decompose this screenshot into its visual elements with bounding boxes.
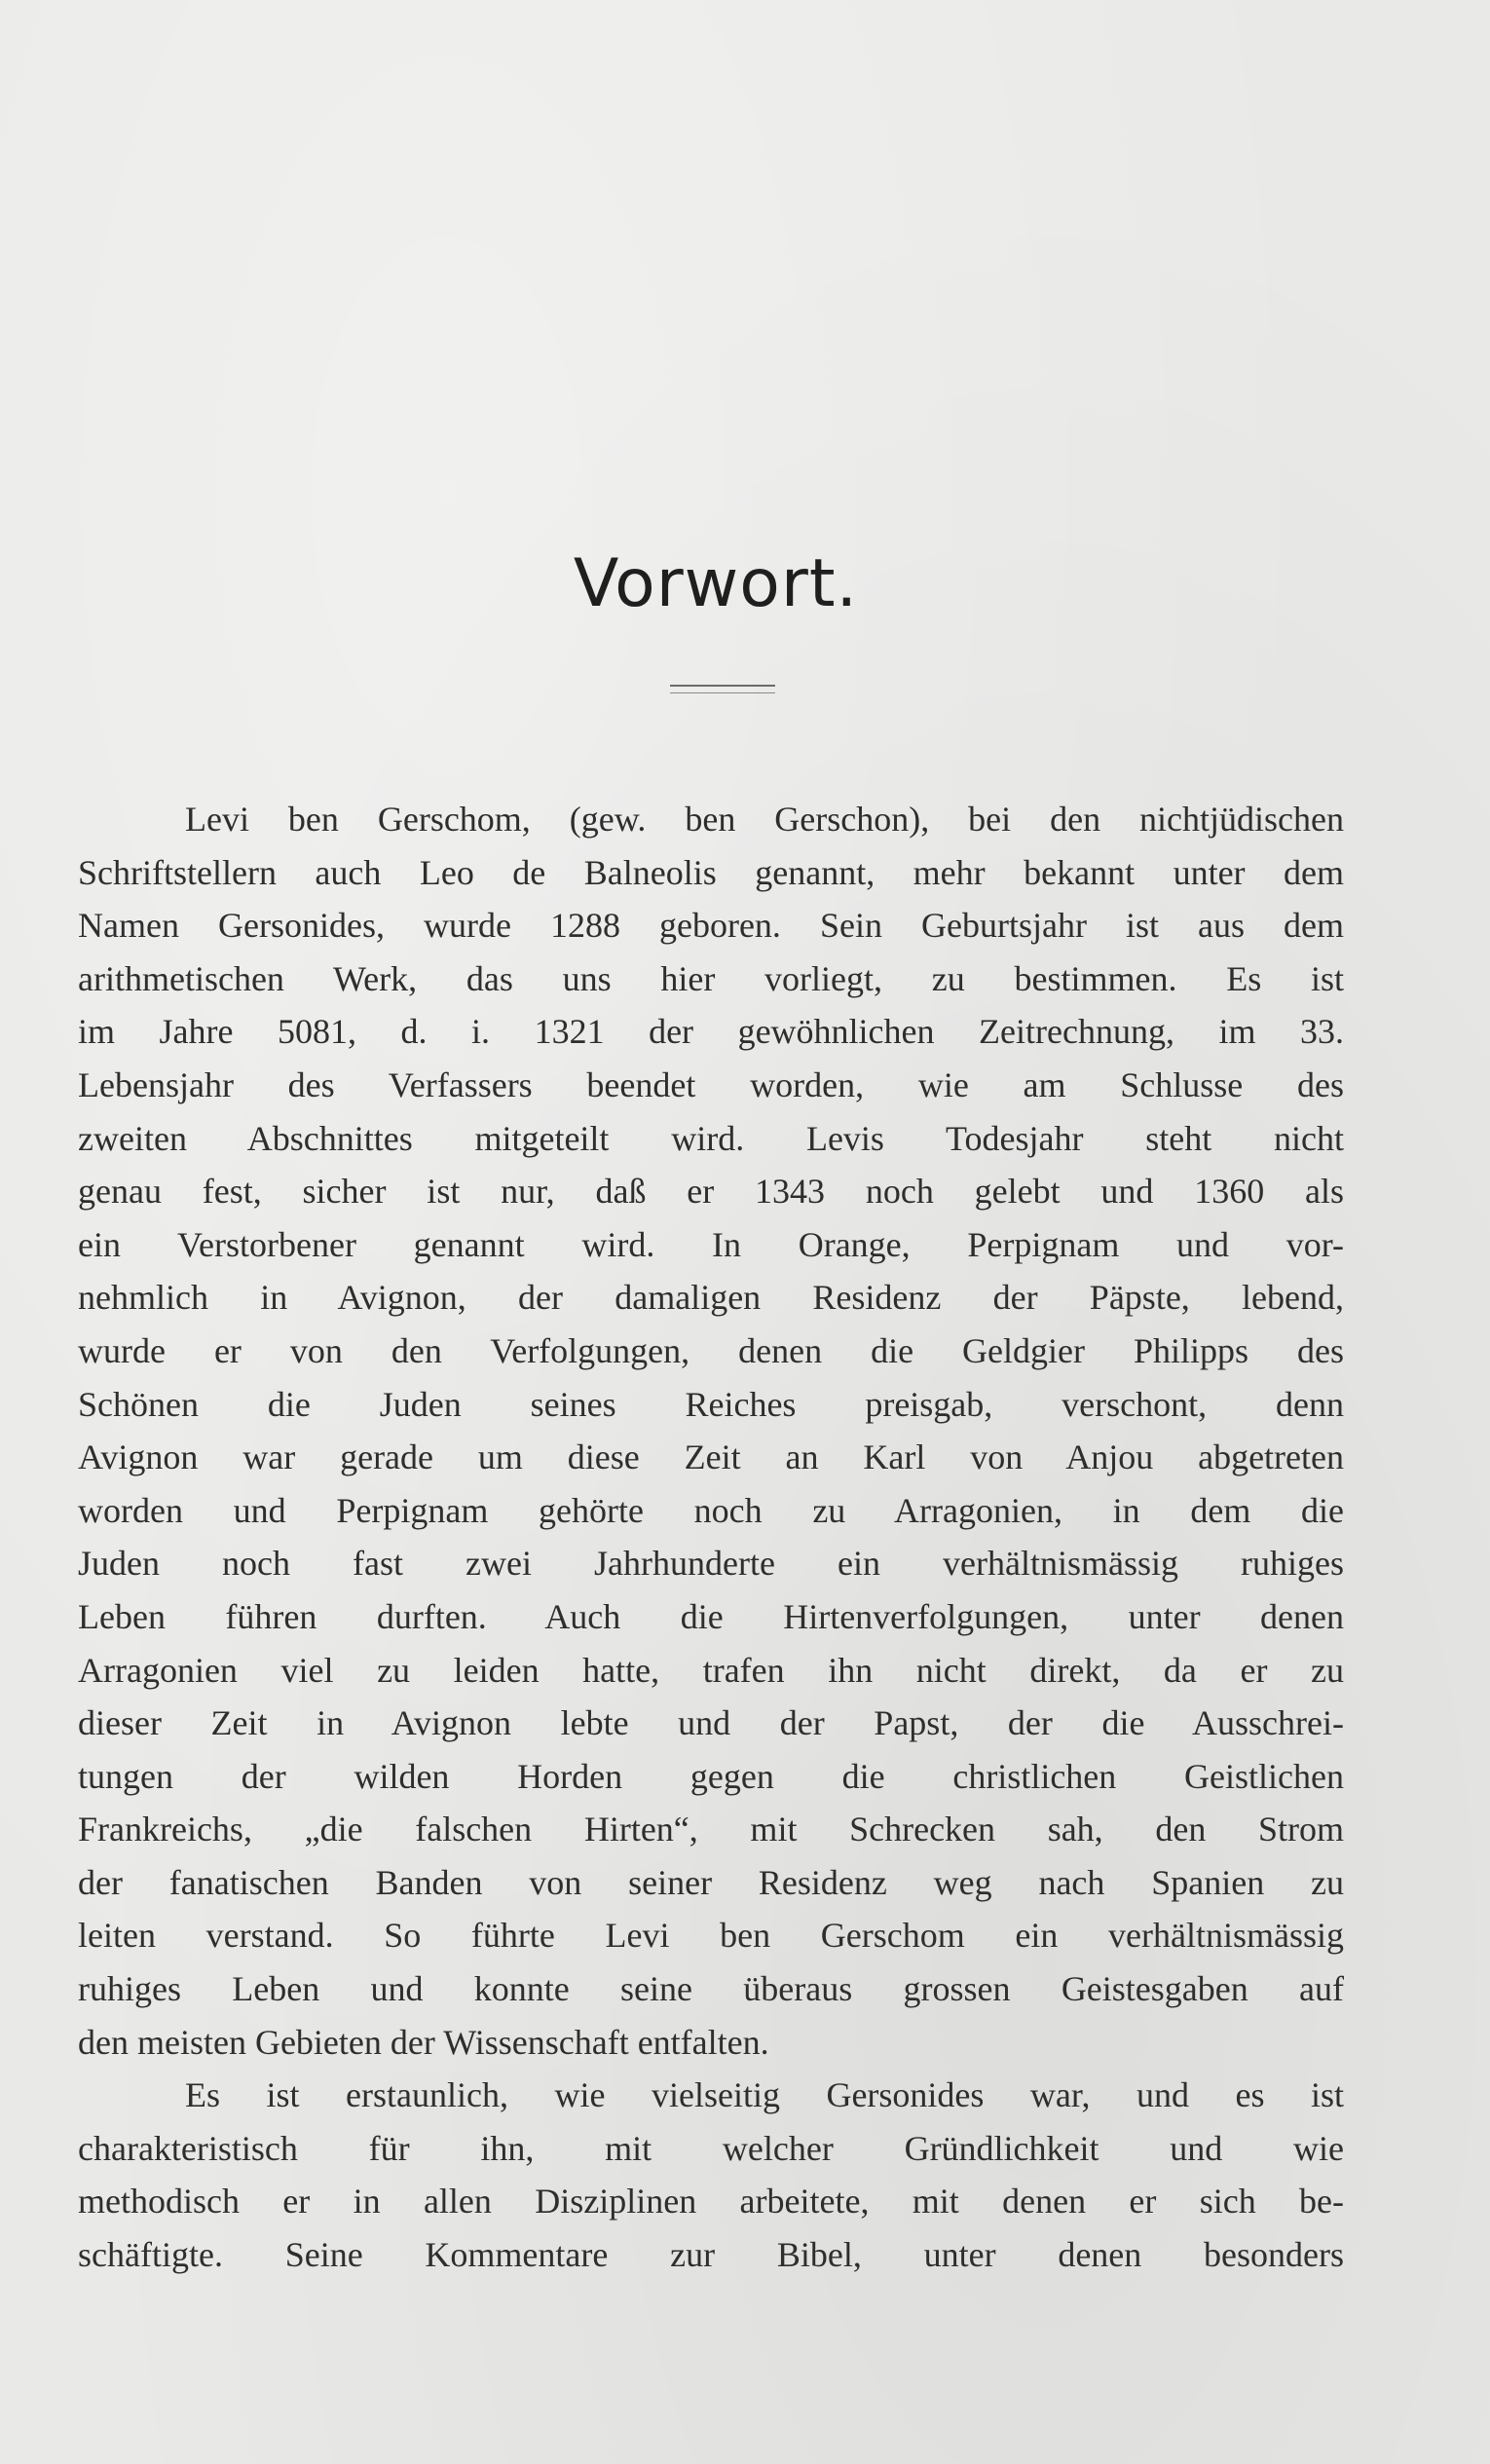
text-line: wurde er von den Verfolgungen, denen die Geldgier Philipps des — [78, 1330, 1344, 1370]
text-line: im Jahre 5081, d. i. 1321 der gewöhnlichen Zeitrechnung, im 33. — [78, 1012, 1344, 1052]
text-line: zweiten Abschnittes mitgeteilt wird. Levis Todesjahr steht nicht — [78, 1118, 1344, 1158]
text-line: Schönen die Juden seines Reiches preisgab, verschont, denn — [78, 1384, 1344, 1424]
text-line: methodisch er in allen Disziplinen arbeitete, mit denen er sich be- — [78, 2182, 1344, 2221]
text-line: worden und Perpignam gehörte noch zu Arragonien, in dem die — [78, 1490, 1344, 1530]
text-line: Avignon war gerade um diese Zeit an Karl von Anjou abgetreten — [78, 1437, 1344, 1477]
text-line: nehmlich in Avignon, der damaligen Residenz der Päpste, lebend, — [78, 1278, 1344, 1318]
text-line: leiten verstand. So führte Levi ben Gerschom ein verhältnismässig — [78, 1916, 1344, 1956]
text-line: ein Verstorbener genannt wird. In Orange, Perpignam und vor- — [78, 1224, 1344, 1264]
text-line: arithmetischen Werk, das uns hier vorliegt, zu bestimmen. Es ist — [78, 958, 1344, 998]
text-line: Arragonien viel zu leiden hatte, trafen ihn nicht direkt, da er zu — [78, 1650, 1344, 1690]
page-title: Vorwort. — [573, 545, 859, 622]
text-line: Juden noch fast zwei Jahrhunderte ein verhältnismässig ruhiges — [78, 1544, 1344, 1584]
text-line: ruhiges Leben und konnte seine überaus grossen Geistesgaben auf — [78, 1969, 1344, 2009]
text-line: Namen Gersonides, wurde 1288 geboren. Sein Geburtsjahr ist aus dem — [78, 906, 1344, 946]
text-line: Leben führen durften. Auch die Hirtenverfolgungen, unter denen — [78, 1596, 1344, 1636]
text-line: charakteristisch für ihn, mit welcher Gründlichkeit und wie — [78, 2128, 1344, 2168]
text-line: der fanatischen Banden von seiner Residenz weg nach Spanien zu — [78, 1862, 1344, 1902]
text-line: schäftigte. Seine Kommentare zur Bibel, unter denen besonders — [78, 2235, 1344, 2275]
text-line: den meisten Gebieten der Wissenschaft entfalten. — [78, 2022, 769, 2062]
text-line: Lebensjahr des Verfassers beendet worden, wie am Schlusse des — [78, 1064, 1344, 1104]
text-line: Levi ben Gerschom, (gew. ben Gerschon), bei den nichtjüdischen — [185, 800, 1344, 839]
text-line: Es ist erstaunlich, wie vielseitig Gersonides war, und es ist — [185, 2075, 1344, 2115]
text-line: tungen der wilden Horden gegen die christlichen Geistlichen — [78, 1756, 1344, 1796]
title-divider — [670, 685, 775, 693]
text-line: dieser Zeit in Avignon lebte und der Papst, der die Ausschrei- — [78, 1703, 1344, 1743]
body-text — [78, 793, 1344, 2282]
text-line: genau fest, sicher ist nur, daß er 1343 noch gelebt und 1360 als — [78, 1172, 1344, 1212]
text-line: Frankreichs, „die falschen Hirten“, mit Schrecken sah, den Strom — [78, 1810, 1344, 1849]
text-line: Schriftstellern auch Leo de Balneolis genannt, mehr bekannt unter dem — [78, 852, 1344, 892]
